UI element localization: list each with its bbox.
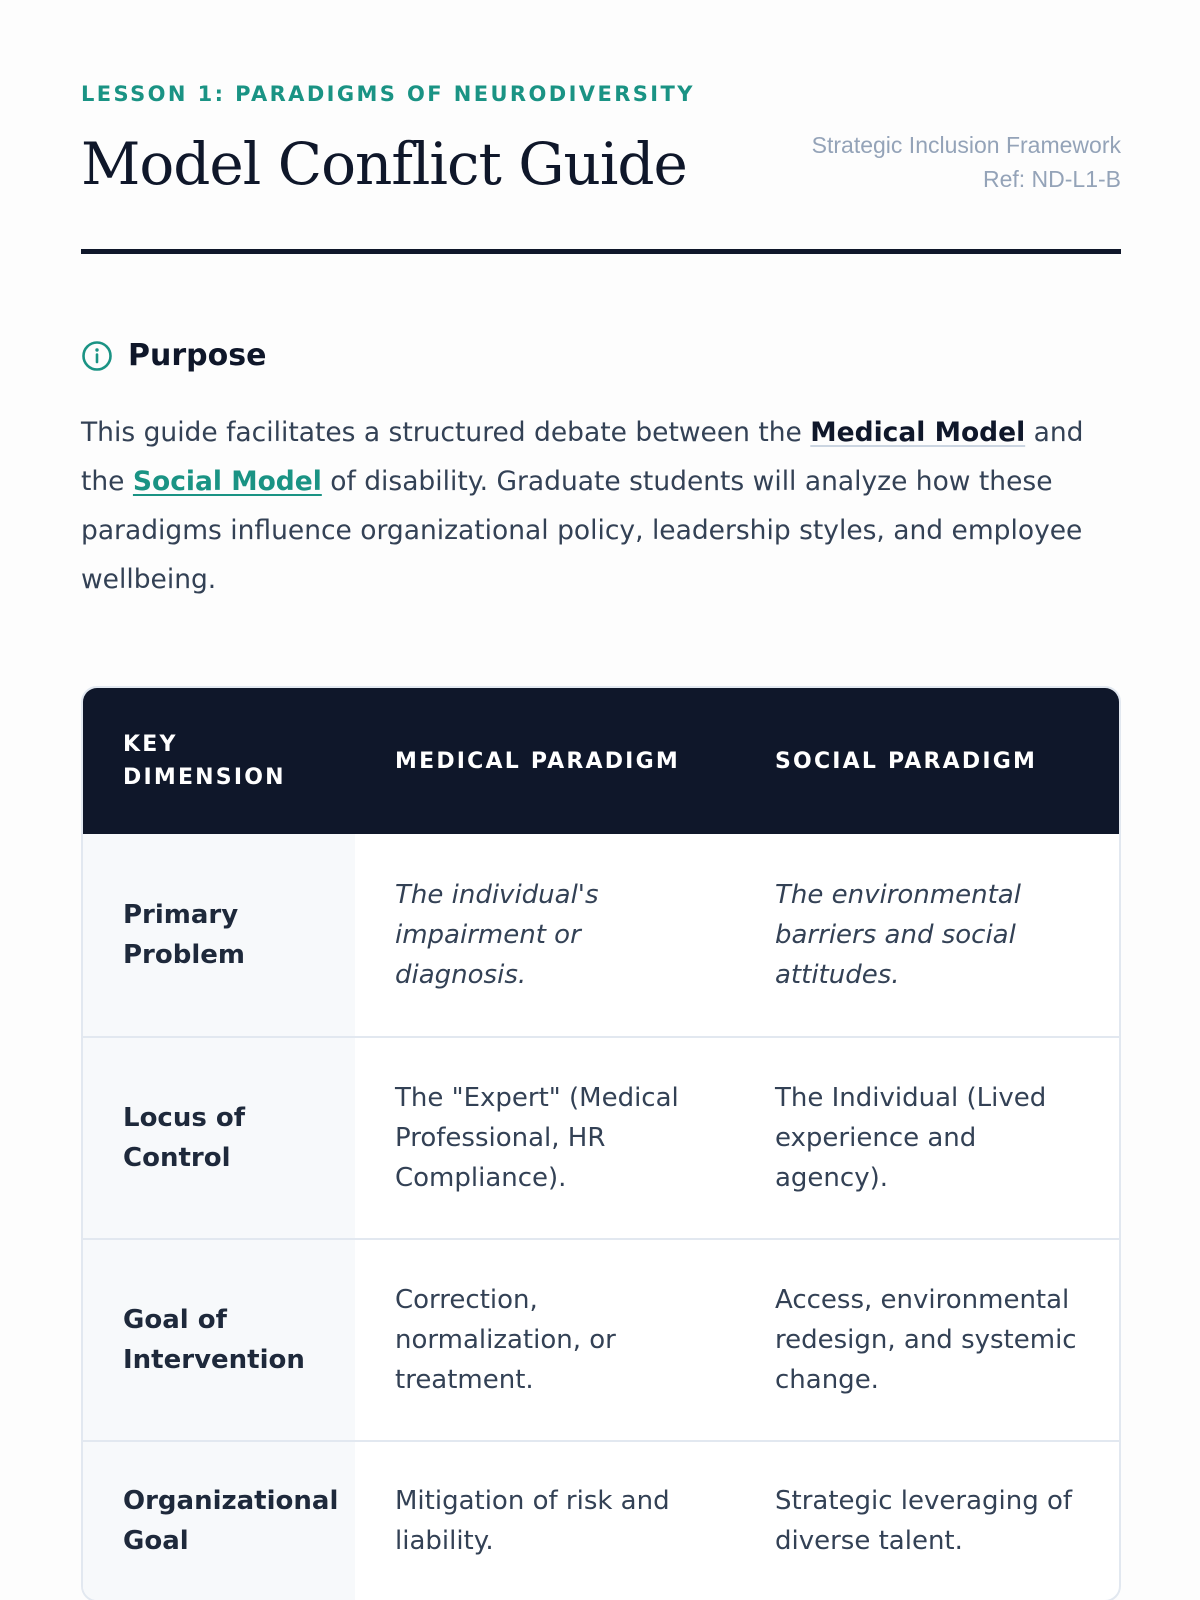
dimension-cell: Goal of Intervention (83, 1240, 355, 1440)
table-header (83, 688, 1119, 834)
table-row (83, 1238, 1119, 1440)
header-key-dimension: KEY DIMENSION (123, 732, 286, 790)
medical-cell: Correction, normalization, or treatment. (395, 1285, 616, 1395)
table-row (83, 1036, 1119, 1238)
reference-label: Ref: ND-L1-B (982, 166, 1121, 192)
medical-cell: Mitigation of risk and liability. (395, 1486, 670, 1556)
medical-cell: The individual's impairment or diagnosis. (395, 880, 599, 990)
purpose-title: Purpose (128, 338, 267, 373)
page-header (81, 82, 1121, 254)
table-row (83, 834, 1119, 1036)
dimension-cell: Organizational Goal (83, 1442, 355, 1600)
info-icon (81, 340, 113, 372)
header-meta (812, 128, 1121, 196)
page-title: Model Conflict Guide (81, 130, 687, 198)
purpose-heading (81, 338, 266, 373)
social-cell: Access, environmental redesign, and systemic change. (775, 1285, 1077, 1395)
purpose-text-part: This guide facilitates a structured debate between the (81, 417, 811, 448)
dimension-cell: Primary Problem (83, 834, 355, 1036)
lesson-eyebrow: LESSON 1: PARADIGMS OF NEURODIVERSITY (81, 82, 695, 106)
table-row (83, 1440, 1119, 1600)
purpose-text-part: of disability. Graduate students will analyze how these paradigms influence organizational policy, leadership styles, and employee wellbeing. (81, 466, 1083, 595)
header-social-paradigm: SOCIAL PARADIGM (775, 748, 1038, 774)
social-cell: Strategic leveraging of diverse talent. (775, 1486, 1073, 1556)
comparison-table (81, 686, 1121, 1600)
framework-label: Strategic Inclusion Framework (811, 132, 1121, 158)
purpose-text-part: and the (81, 417, 1084, 497)
social-cell: The Individual (Lived experience and agency). (775, 1083, 1047, 1193)
dimension-cell: Locus of Control (83, 1038, 355, 1238)
purpose-paragraph (81, 408, 1121, 604)
social-model-term: Social Model (132, 466, 322, 497)
social-cell: The environmental barriers and social attitudes. (775, 880, 1021, 990)
header-medical-paradigm: MEDICAL PARADIGM (395, 748, 680, 774)
medical-cell: The "Expert" (Medical Professional, HR Compliance). (395, 1083, 679, 1193)
medical-model-term: Medical Model (810, 417, 1026, 448)
